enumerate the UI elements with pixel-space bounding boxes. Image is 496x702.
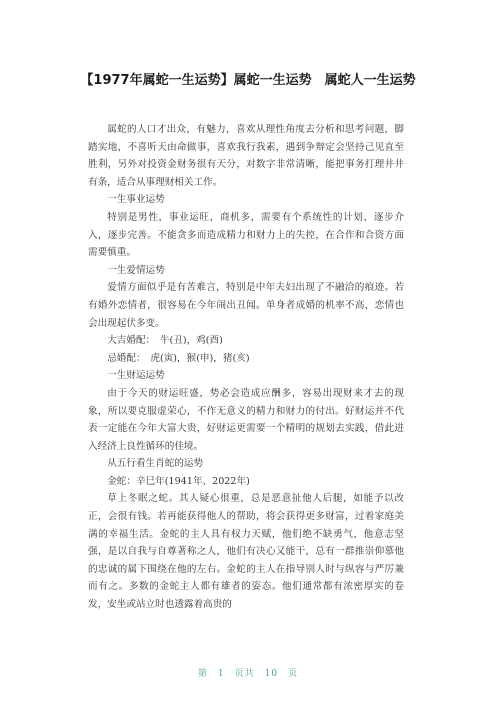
paragraph-intro: 属蛇的人口才出众，有魅力，喜欢从理性角度去分析和思考问题，脚踏实地，不喜听天由命做事，喜欢我行我素，遇到争辩定会坚持己见直至胜利，另外对投资金财务很有天分，对数字非常清晰，能把事务打理井井有条，适合从事理财相关工作。 bbox=[88, 124, 404, 188]
avoid-match-line: 忌婚配： 虎(寅)，猴(申)，猪(亥) bbox=[107, 352, 250, 364]
paragraph-love: 爱情方面似乎是有苦难言，特别是中年夫妇出现了不融洽的痕迹。若有婚外恋情者，很容易在今年闹出丑闻。单身者成婚的机率不高，恋情也会出现起伏多变。 bbox=[88, 282, 404, 329]
best-match-line: 大吉婚配： 牛(丑)，鸡(酉) bbox=[107, 335, 223, 347]
page-number-footer: 第 1 页共 10 页 bbox=[197, 669, 299, 679]
paragraph-career: 特别是男性，事业运旺，商机多，需要有个系统性的计划，逐步介入，逐步完善。不能贪多而造成精力和财力上的失控，在合作和合资方面需要慎重。 bbox=[88, 211, 404, 259]
section-heading-love: 一生爱情运势 bbox=[107, 264, 165, 276]
section-heading-career: 一生事业运势 bbox=[107, 194, 165, 206]
paragraph-wealth: 由于今天的财运旺盛，势必会造成应酬多，容易出现财来才去的现象，所以要克服虚荣心，不作无意义的精力和财力的付出。好财运并不代表一定能在今年大富大贵，好财运更需要一个精明的规划去实践，借此进入经济上良性循环的佳境。 bbox=[88, 387, 404, 452]
paragraph-metal-snake: 草上冬眠之蛇。其人疑心很重，总是恶意扯他人后腿，如能予以改正，会很有钱。若再能获得他人的帮助，将会获得更多财富，过着家庭美满的幸福生活。金蛇的主人具有权力天赋，他们绝不缺勇气，他意志坚强，是以自我与自尊著称之人，他们有决心又能干，总有一群推崇仰慕他的忠诚的属下围绕在他的左右。金蛇的主人在指导别人时与纵容与严厉兼而有之。多数的金蛇主人都有雄者的姿态。他们通常都有浓密厚实的卷发，安坐或站立时也透露着高贵的 bbox=[88, 493, 404, 611]
subheading-metal-snake: 金蛇：辛巳年(1941年、2022年) bbox=[107, 475, 250, 487]
section-heading-wealth: 一生财运运势 bbox=[107, 370, 165, 382]
document-body bbox=[88, 121, 404, 614]
section-heading-five-elements: 从五行看生肖蛇的运势 bbox=[107, 458, 204, 470]
document-title: 【1977年属蛇一生运势】属蛇一生运势 属蛇人一生运势 bbox=[80, 73, 416, 88]
